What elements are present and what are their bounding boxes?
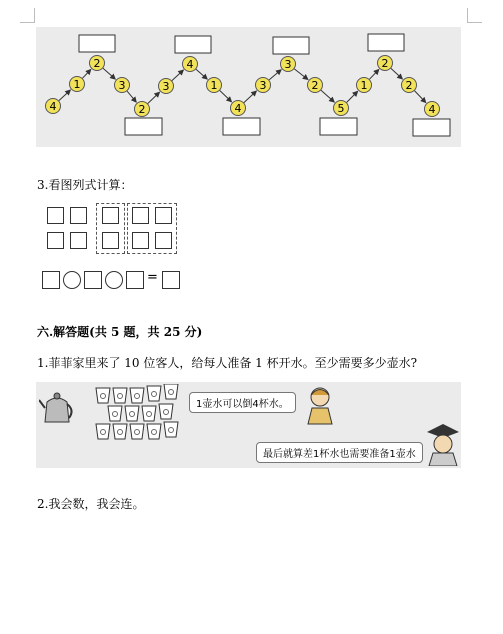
chain-node-label: 3 (162, 80, 170, 93)
chain-arrow (415, 91, 426, 103)
chain-arrow (347, 91, 358, 102)
square (70, 207, 87, 224)
chain-arrow (172, 70, 183, 81)
chain-node-label: 4 (49, 100, 57, 113)
graduate-figure-icon (425, 422, 461, 466)
equation-box-1[interactable] (42, 271, 60, 289)
kettle-icon (39, 388, 75, 428)
chain-arrow (370, 70, 379, 80)
question-1-text: 1.菲菲家里来了 10 位客人，给每人准备 1 杯开水。至少需要多少壶水? (37, 356, 418, 370)
page-corner-mark-left (20, 8, 35, 23)
chain-arrow (83, 70, 91, 79)
cup-icon (130, 388, 144, 403)
chain-arrow (148, 92, 160, 103)
square (70, 232, 87, 249)
chain-arrow (220, 91, 232, 102)
chain-arrow (269, 70, 281, 80)
kettle-cups-figure (36, 382, 461, 468)
cup-icon (108, 406, 122, 421)
cup-icon (113, 388, 127, 403)
section-6-heading: 六.解答题(共 5 题，共 25 分) (37, 325, 203, 339)
square (155, 232, 172, 249)
cup-icon (147, 424, 161, 439)
equals-sign: = (147, 270, 158, 285)
cup-icon (164, 384, 178, 399)
answer-box-bottom-1[interactable] (125, 118, 162, 135)
equation-box-2[interactable] (84, 271, 102, 289)
square (132, 207, 149, 224)
question-2-text: 2.我会数，我会连。 (37, 497, 145, 511)
chain-arrow (294, 69, 308, 80)
chain-arrow (196, 69, 207, 79)
answer-box-top-2[interactable] (175, 36, 211, 53)
chain-node-label: 1 (360, 79, 368, 92)
cup-icon (96, 424, 110, 439)
square (132, 232, 149, 249)
chain-node-label: 4 (234, 102, 242, 115)
square (47, 207, 64, 224)
chain-arrow (103, 68, 115, 79)
cup-icon (164, 422, 178, 437)
chain-node-label: 4 (428, 103, 436, 116)
square (155, 207, 172, 224)
chain-node-label: 4 (186, 58, 194, 71)
chain-node-label: 1 (73, 78, 81, 91)
speech-bubble-2: 最后就算差1杯水也需要准备1壶水 (256, 442, 423, 463)
chain-node-label: 2 (311, 79, 319, 92)
chain-arrow (244, 91, 256, 102)
zigzag-figure (36, 27, 461, 147)
cup-icon (147, 386, 161, 401)
girl-figure-icon (302, 384, 338, 426)
chain-node-label: 3 (118, 79, 126, 92)
chain-arrow (391, 68, 402, 79)
cups-group (94, 384, 194, 440)
chain-node-label: 2 (93, 57, 101, 70)
answer-box-bottom-4[interactable] (413, 119, 450, 136)
chain-node-label: 5 (337, 102, 345, 115)
chain-node-label: 1 (210, 79, 218, 92)
chain-arrow (321, 90, 334, 102)
cup-icon (159, 404, 173, 419)
answer-box-bottom-2[interactable] (223, 118, 260, 135)
chain-node-label: 2 (405, 79, 413, 92)
chain-node-label: 2 (381, 57, 389, 70)
speech-bubble-1: 1壶水可以倒4杯水。 (189, 392, 296, 413)
cup-icon (142, 406, 156, 421)
equation-box-3[interactable] (126, 271, 144, 289)
square (47, 232, 64, 249)
cup-icon (130, 424, 144, 439)
page-corner-mark-right (467, 8, 482, 23)
answer-box-top-1[interactable] (79, 35, 115, 52)
operator-circle-1[interactable] (63, 271, 81, 289)
chain-arrow (59, 90, 70, 101)
chain-arrow (127, 91, 136, 102)
square (102, 207, 119, 224)
answer-box-bottom-3[interactable] (320, 118, 357, 135)
chain-node-label: 2 (138, 103, 146, 116)
chain-node-label: 3 (259, 79, 267, 92)
cup-icon (113, 424, 127, 439)
square (102, 232, 119, 249)
cup-icon (125, 406, 139, 421)
operator-circle-2[interactable] (105, 271, 123, 289)
equation-answer-box[interactable] (162, 271, 180, 289)
answer-box-top-4[interactable] (368, 34, 404, 51)
answer-box-top-3[interactable] (273, 37, 309, 54)
zigzag-diagram (36, 27, 461, 147)
cup-icon (96, 388, 110, 403)
chain-node-label: 3 (284, 58, 292, 71)
section-3-title: 3.看图列式计算： (37, 178, 133, 192)
